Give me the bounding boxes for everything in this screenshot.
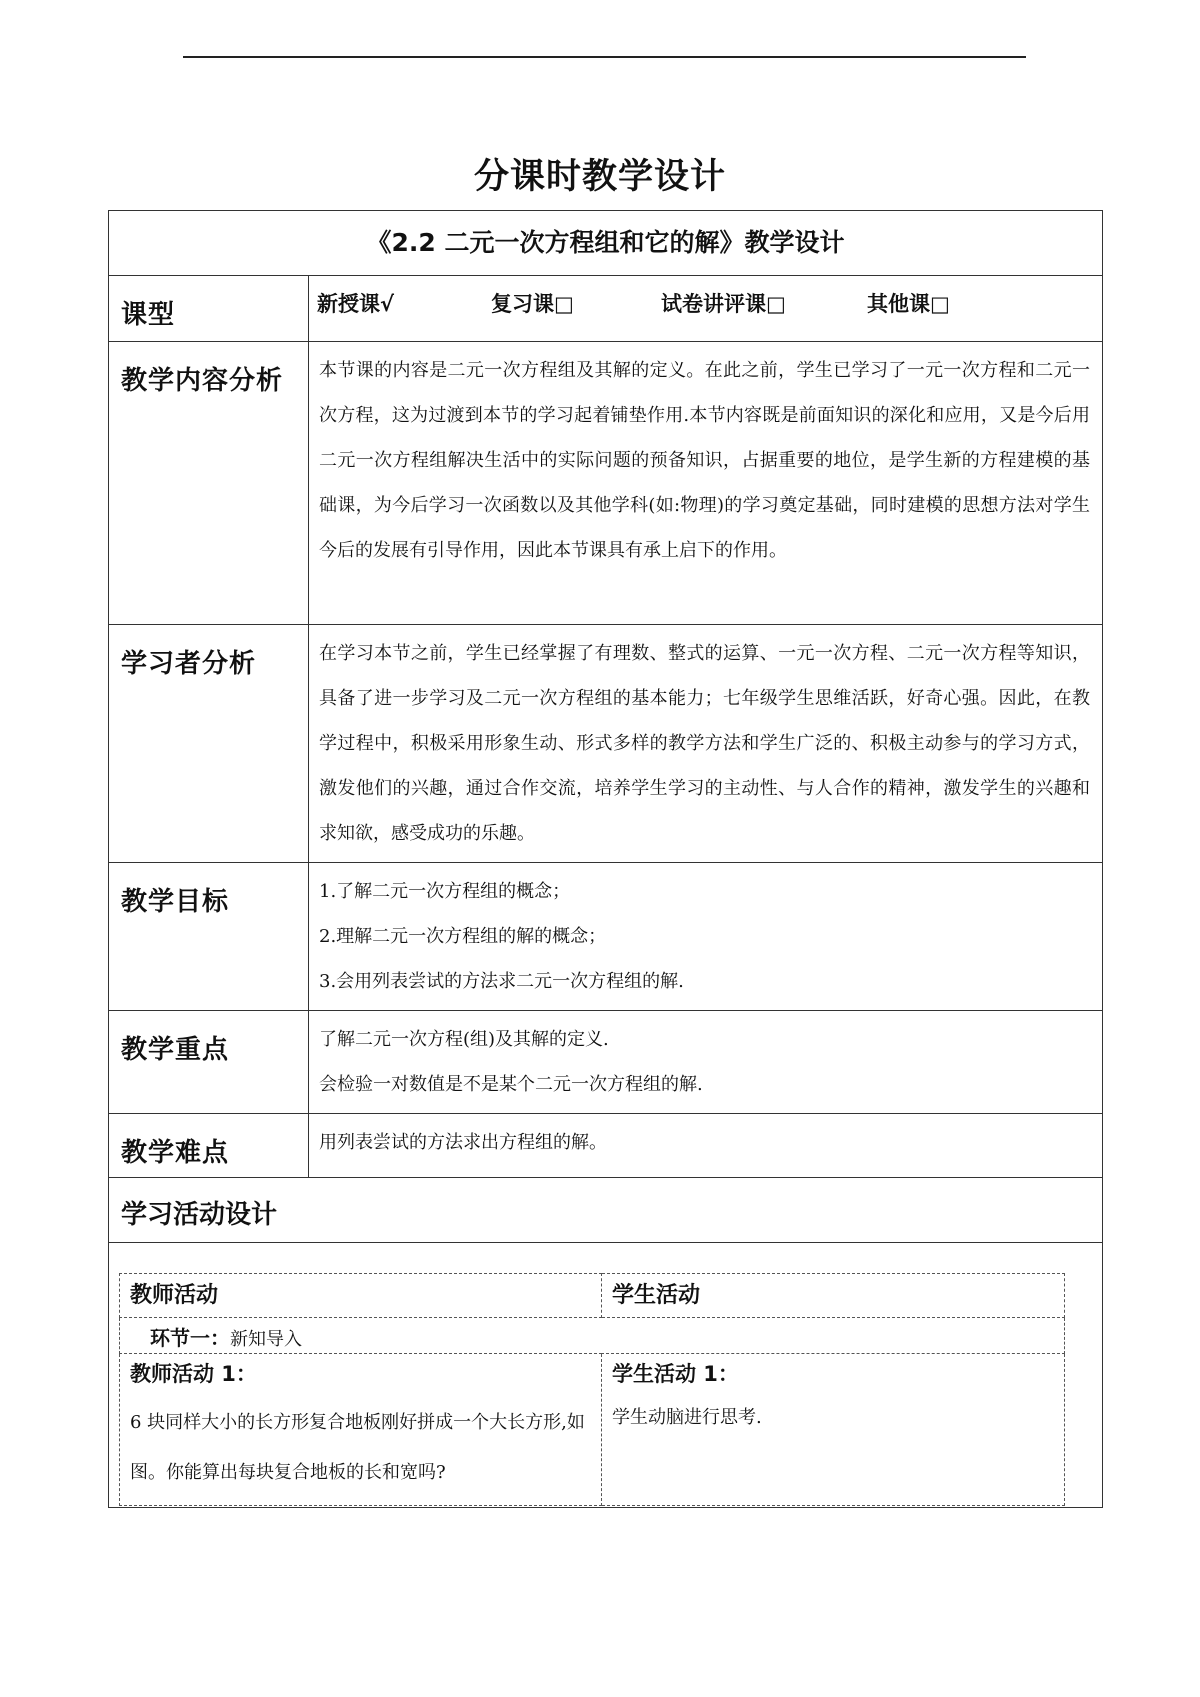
key-points-list [309,1011,1103,1114]
lesson-type-options [309,276,1103,342]
activity-table [119,1273,1065,1506]
teacher-activity-text: 6 块同样大小的长方形复合地板刚好拼成一个大长方形,如图。你能算出每块复合地板的长和宽吗? [130,1412,585,1483]
key-points-label: 教学重点 [109,1011,309,1114]
key-point-item: 会检验一对数值是不是某个二元一次方程组的解. [319,1074,703,1095]
student-activity-cell [602,1354,1065,1506]
stage-row [120,1318,1065,1354]
content-analysis-text: 本节课的内容是二元一次方程组及其解的定义。在此之前，学生已学习了一元一次方程和二元一次方程，这为过渡到本节的学习起着铺垫作用.本节内容既是前面知识的深化和应用，又是今后用二元一次方程组解决生活中的实际问题的预备知识，占据重要的地位，是学生新的方程建模的基础课，为今后学习一次函数以及其他学科(如:物理)的学习奠定基础，同时建模的思想方法对学生今后的发展有引导作用，因此本节课具有承上启下的作用。 [309,342,1103,625]
learner-analysis-text: 在学习本节之前，学生已经掌握了有理数、整式的运算、一元一次方程、二元一次方程等知识，具备了进一步学习及二元一次方程组的基本能力；七年级学生思维活跃，好奇心强。因此，在教学过程中，积极采用形象生动、形式多样的教学方法和学生广泛的、积极主动参与的学习方式，激发他们的兴趣，通过合作交流，培养学生学习的主动性、与人合作的精神，激发学生的兴趣和求知欲，感受成功的乐趣。 [309,625,1103,863]
objective-item: 3.会用列表尝试的方法求二元一次方程组的解. [319,971,684,992]
stage-name: 新知导入 [230,1329,302,1350]
activity-design-title-row [109,1178,1103,1243]
student-activity-title: 学生活动 1： [612,1362,739,1386]
key-point-item: 了解二元一次方程(组)及其解的定义. [319,1029,609,1050]
lesson-type-option: 复习课□ [491,292,574,316]
lesson-title-row [109,211,1103,276]
teacher-activity-title: 教师活动 1： [130,1362,257,1386]
lesson-type-option: 新授课√ [317,292,395,316]
lesson-type-option: 试卷讲评课□ [661,292,786,316]
difficulties-label: 教学难点 [109,1114,309,1178]
content-analysis-label: 教学内容分析 [109,342,309,625]
document-title: 分课时教学设计 [473,157,726,197]
lesson-type-option: 其他课□ [867,292,950,316]
objective-item: 1.了解二元一次方程组的概念； [319,881,571,902]
lesson-type-label: 课型 [109,276,309,342]
lesson-type-row [109,276,1103,342]
activity-design-title-cell [109,1178,1103,1243]
objectives-row [109,863,1103,1011]
student-activity-header: 学生活动 [602,1274,1065,1318]
objectives-label: 教学目标 [109,863,309,1011]
teacher-activity-cell [120,1354,602,1506]
objectives-list [309,863,1103,1011]
key-points-row [109,1011,1103,1114]
learner-analysis-label: 学习者分析 [109,625,309,863]
lesson-design-table [108,210,1103,1508]
activity-design-body-row [109,1243,1103,1508]
teacher-activity-header: 教师活动 [120,1274,602,1318]
student-activity-text: 学生动脑进行思考. [612,1407,762,1428]
content-analysis-row [109,342,1103,625]
lesson-title: 《2.2 二元一次方程组和它的解》教学设计 [109,211,1103,276]
activity-design-title: 学习活动设计 [121,1200,278,1230]
difficulties-text: 用列表尝试的方法求出方程组的解。 [309,1114,1103,1178]
difficulties-row [109,1114,1103,1178]
header-rule [183,56,1026,58]
stage-label: 环节一： [150,1326,230,1350]
activity-design-body [109,1243,1103,1508]
learner-analysis-row [109,625,1103,863]
objective-item: 2.理解二元一次方程组的解的概念； [319,926,607,947]
